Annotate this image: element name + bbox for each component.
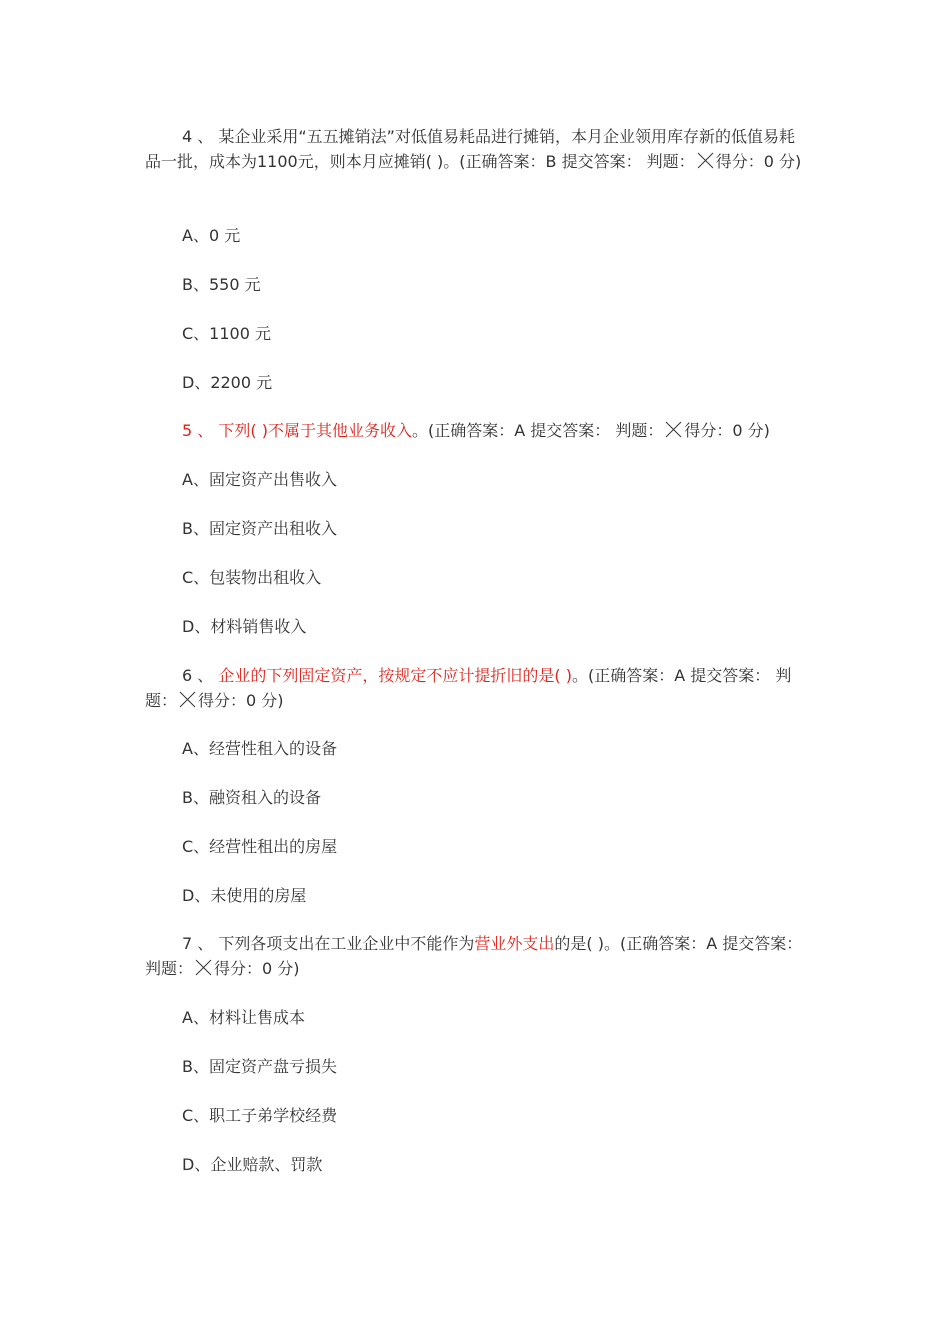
option-d: D、未使用的房屋	[182, 886, 307, 905]
cross-icon	[179, 691, 196, 708]
question-7	[145, 931, 810, 981]
option-b: B、融资租入的设备	[182, 788, 321, 807]
question-stem-highlight: 企业的下列固定资产，按规定不应计提折旧的是( )	[218, 666, 572, 685]
option-d: D、2200 元	[182, 373, 273, 392]
option-d: D、材料销售收入	[182, 617, 307, 636]
question-4	[145, 124, 810, 174]
question-number: 6 、	[182, 666, 214, 685]
question-number: 4 、	[182, 127, 214, 146]
option-d: D、企业赔款、罚款	[182, 1155, 323, 1174]
option-c: C、职工子弟学校经费	[182, 1106, 338, 1125]
option-b: B、固定资产盘亏损失	[182, 1057, 337, 1076]
question-stem-highlight: 营业外支出	[474, 934, 555, 953]
question-number: 5 、	[182, 421, 214, 440]
score-text: 得分：0 分)	[684, 421, 770, 440]
question-5	[145, 418, 810, 443]
score-text: 得分：0 分)	[198, 691, 284, 710]
option-a: A、材料让售成本	[182, 1008, 305, 1027]
score-text: 得分：0 分)	[214, 959, 300, 978]
option-c: C、包装物出租收入	[182, 568, 322, 587]
option-b: B、固定资产出租收入	[182, 519, 337, 538]
option-a: A、0 元	[182, 226, 241, 245]
option-c: C、经营性租出的房屋	[182, 837, 338, 856]
question-text: 某企业采用“五五摊销法”对低值易耗品进行摊销，本月企业领用库存新的低值易耗品一批，成本为1100元，则本月应摊销( )。(正确答案：B 提交答案： 判题：	[145, 127, 795, 171]
option-a: A、经营性租入的设备	[182, 739, 337, 758]
question-text: 下列各项支出在工业企业中不能作为	[218, 934, 475, 953]
cross-icon	[665, 421, 682, 438]
option-a: A、固定资产出售收入	[182, 470, 337, 489]
question-number: 7 、	[182, 934, 214, 953]
question-stem-highlight: 下列( )不属于其他业务收入	[218, 421, 412, 440]
question-6	[145, 663, 810, 713]
question-tail: 。(正确答案：A 提交答案： 判题：	[411, 421, 664, 440]
score-text: 得分：0 分)	[715, 152, 802, 171]
question-tail: 的是( )。(正确答案：A 提交答案： 判题：	[145, 934, 803, 978]
option-b: B、550 元	[182, 275, 261, 294]
option-c: C、1100 元	[182, 324, 271, 343]
cross-icon	[195, 959, 212, 976]
cross-icon	[697, 152, 714, 169]
question-tail: 。(正确答案：A 提交答案： 判题：	[145, 666, 792, 710]
